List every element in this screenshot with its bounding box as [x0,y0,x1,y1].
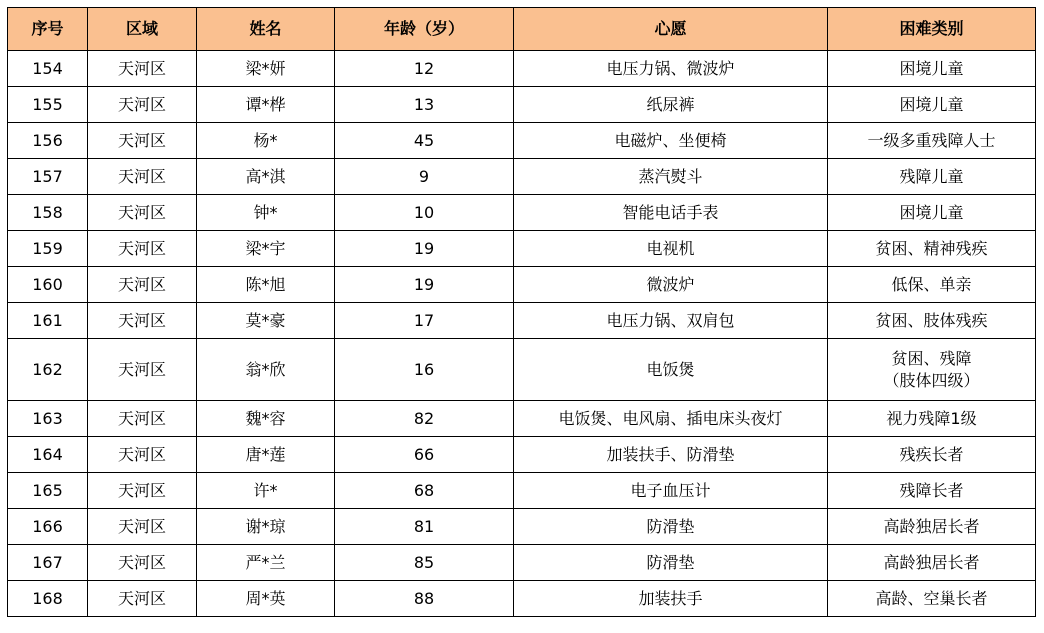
cell-name: 周*英 [197,581,335,617]
cell-name: 陈*旭 [197,267,335,303]
cell-district: 天河区 [88,545,197,581]
cell-hardship-category: 贫困、精神残疾 [828,231,1036,267]
cell-number: 156 [8,123,88,159]
cell-age: 66 [335,437,514,473]
cell-age: 81 [335,509,514,545]
cell-number: 162 [8,339,88,401]
cell-wish: 电饭煲 [514,339,828,401]
cell-hardship-category: 视力残障1级 [828,401,1036,437]
cell-name: 谢*琼 [197,509,335,545]
cell-name: 许* [197,473,335,509]
cell-hardship-category: 一级多重残障人士 [828,123,1036,159]
cell-number: 161 [8,303,88,339]
table-row [8,473,1036,509]
cell-district: 天河区 [88,51,197,87]
cell-name: 谭*桦 [197,87,335,123]
cell-hardship-category: 高龄独居长者 [828,509,1036,545]
cell-district: 天河区 [88,509,197,545]
cell-district: 天河区 [88,87,197,123]
cell-name: 杨* [197,123,335,159]
cell-age: 13 [335,87,514,123]
cell-number: 157 [8,159,88,195]
cell-wish: 电子血压计 [514,473,828,509]
table-row [8,159,1036,195]
cell-wish: 电饭煲、电风扇、插电床头夜灯 [514,401,828,437]
cell-district: 天河区 [88,437,197,473]
cell-wish: 电压力锅、双肩包 [514,303,828,339]
cell-wish: 防滑垫 [514,509,828,545]
cell-name: 高*淇 [197,159,335,195]
header-cell-age: 年龄（岁） [335,8,514,51]
cell-age: 12 [335,51,514,87]
cell-age: 82 [335,401,514,437]
cell-district: 天河区 [88,267,197,303]
cell-district: 天河区 [88,473,197,509]
wish-list-sheet [7,7,1035,617]
cell-age: 85 [335,545,514,581]
cell-age: 16 [335,339,514,401]
cell-number: 165 [8,473,88,509]
cell-number: 167 [8,545,88,581]
cell-district: 天河区 [88,159,197,195]
cell-name: 翁*欣 [197,339,335,401]
header-cell-wish: 心愿 [514,8,828,51]
cell-wish: 电压力锅、微波炉 [514,51,828,87]
cell-wish: 防滑垫 [514,545,828,581]
cell-name: 梁*宇 [197,231,335,267]
cell-number: 166 [8,509,88,545]
table-row [8,51,1036,87]
cell-wish: 电视机 [514,231,828,267]
cell-hardship-category: 贫困、肢体残疾 [828,303,1036,339]
cell-hardship-category: 高龄、空巢长者 [828,581,1036,617]
cell-district: 天河区 [88,581,197,617]
cell-wish: 蒸汽熨斗 [514,159,828,195]
cell-wish: 纸尿裤 [514,87,828,123]
cell-number: 159 [8,231,88,267]
cell-district: 天河区 [88,339,197,401]
cell-age: 68 [335,473,514,509]
table-row [8,545,1036,581]
cell-name: 钟* [197,195,335,231]
cell-wish: 加装扶手、防滑垫 [514,437,828,473]
cell-district: 天河区 [88,231,197,267]
cell-age: 19 [335,267,514,303]
cell-age: 19 [335,231,514,267]
cell-hardship-category: 困境儿童 [828,87,1036,123]
wish-list-table [7,7,1036,617]
cell-hardship-category: 贫困、残障 （肢体四级） [828,339,1036,401]
header-cell-name: 姓名 [197,8,335,51]
cell-hardship-category: 低保、单亲 [828,267,1036,303]
cell-age: 10 [335,195,514,231]
cell-hardship-category: 困境儿童 [828,195,1036,231]
cell-wish: 微波炉 [514,267,828,303]
table-header [8,8,1036,51]
cell-name: 唐*莲 [197,437,335,473]
table-row [8,87,1036,123]
header-row [8,8,1036,51]
cell-hardship-category: 残障长者 [828,473,1036,509]
table-row [8,267,1036,303]
cell-name: 魏*容 [197,401,335,437]
cell-wish: 智能电话手表 [514,195,828,231]
table-row [8,339,1036,401]
table-row [8,509,1036,545]
cell-number: 163 [8,401,88,437]
cell-district: 天河区 [88,123,197,159]
cell-number: 154 [8,51,88,87]
cell-number: 164 [8,437,88,473]
table-row [8,195,1036,231]
cell-name: 梁*妍 [197,51,335,87]
cell-hardship-category: 残疾长者 [828,437,1036,473]
cell-hardship-category: 高龄独居长者 [828,545,1036,581]
cell-hardship-category: 困境儿童 [828,51,1036,87]
cell-wish: 电磁炉、坐便椅 [514,123,828,159]
header-cell-hardship-category: 困难类别 [828,8,1036,51]
cell-wish: 加装扶手 [514,581,828,617]
header-cell-district: 区域 [88,8,197,51]
cell-number: 158 [8,195,88,231]
table-body [8,51,1036,617]
header-cell-number: 序号 [8,8,88,51]
cell-name: 莫*豪 [197,303,335,339]
cell-district: 天河区 [88,195,197,231]
cell-age: 88 [335,581,514,617]
cell-number: 155 [8,87,88,123]
table-row [8,437,1036,473]
table-row [8,401,1036,437]
cell-number: 168 [8,581,88,617]
cell-age: 9 [335,159,514,195]
table-row [8,123,1036,159]
cell-district: 天河区 [88,401,197,437]
table-row [8,231,1036,267]
table-row [8,303,1036,339]
cell-age: 45 [335,123,514,159]
cell-hardship-category: 残障儿童 [828,159,1036,195]
cell-district: 天河区 [88,303,197,339]
cell-number: 160 [8,267,88,303]
cell-name: 严*兰 [197,545,335,581]
table-row [8,581,1036,617]
cell-age: 17 [335,303,514,339]
